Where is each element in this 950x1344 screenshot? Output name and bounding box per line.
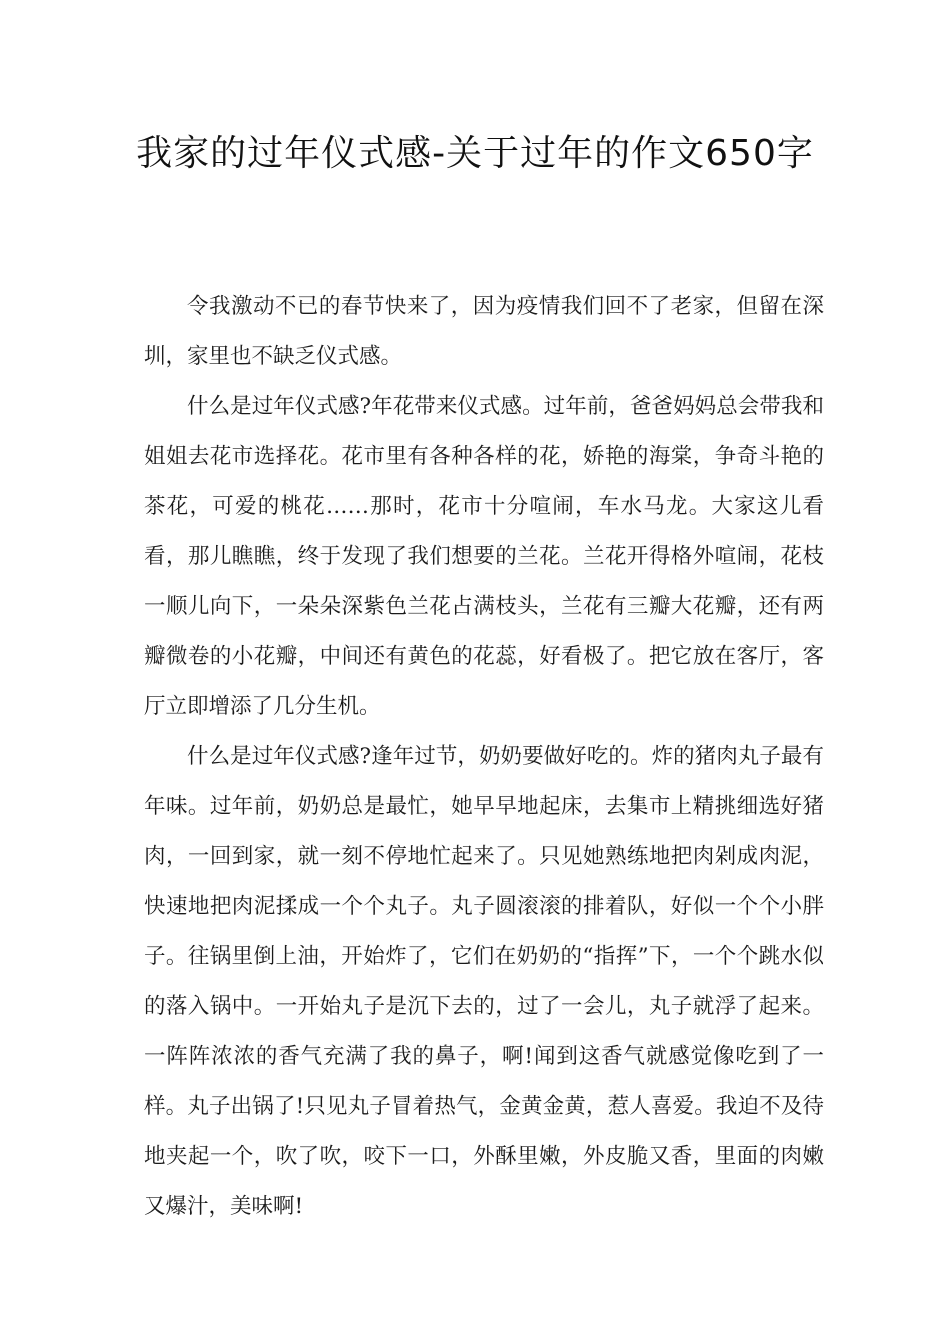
paragraph: 什么是过年仪式感?逢年过节，奶奶要做好吃的。炸的猪肉丸子最有年味。过年前，奶奶总是最忙，她早早地起床，去集市上精挑细选好猪肉，一回到家，就一刻不停地忙起来了。只见她熟练地把肉剁成肉泥，快速地把肉泥揉成一个个丸子。丸子圆滚滚的排着队，好似一个个小胖子。往锅里倒上油，开始炸了，它们在奶奶的“指挥”下，一个个跳水似的落入锅中。一开始丸子是沉下去的，过了一会儿，丸子就浮了起来。一阵阵浓浓的香气充满了我的鼻子，啊!闻到这香气就感觉像吃到了一样。丸子出锅了!只见丸子冒着热气，金黄金黄，惹人喜爱。我迫不及待地夹起一个，吹了吹，咬下一口，外酥里嫩，外皮脆又香，里面的肉嫩又爆汁，美味啊!: [144, 744, 824, 1219]
paragraph: 什么是过年仪式感?年花带来仪式感。过年前，爸爸妈妈总会带我和姐姐去花市选择花。花市里有各种各样的花，娇艳的海棠，争奇斗艳的茶花，可爱的桃花……那时，花市十分喧闹，车水马龙。大家这儿看看，那儿瞧瞧，终于发现了我们想要的兰花。兰花开得格外喧闹，花枝一顺儿向下，一朵朵深紫色兰花占满枝头，兰花有三瓣大花瓣，还有两瓣微卷的小花瓣，中间还有黄色的花蕊，好看极了。把它放在客厅，客厅立即增添了几分生机。: [144, 394, 824, 719]
document-body: [144, 282, 824, 1232]
paragraph: 令我激动不已的春节快来了，因为疫情我们回不了老家，但留在深圳，家里也不缺乏仪式感。: [144, 294, 824, 369]
document-title: 我家的过年仪式感-关于过年的作文650字: [136, 133, 814, 174]
